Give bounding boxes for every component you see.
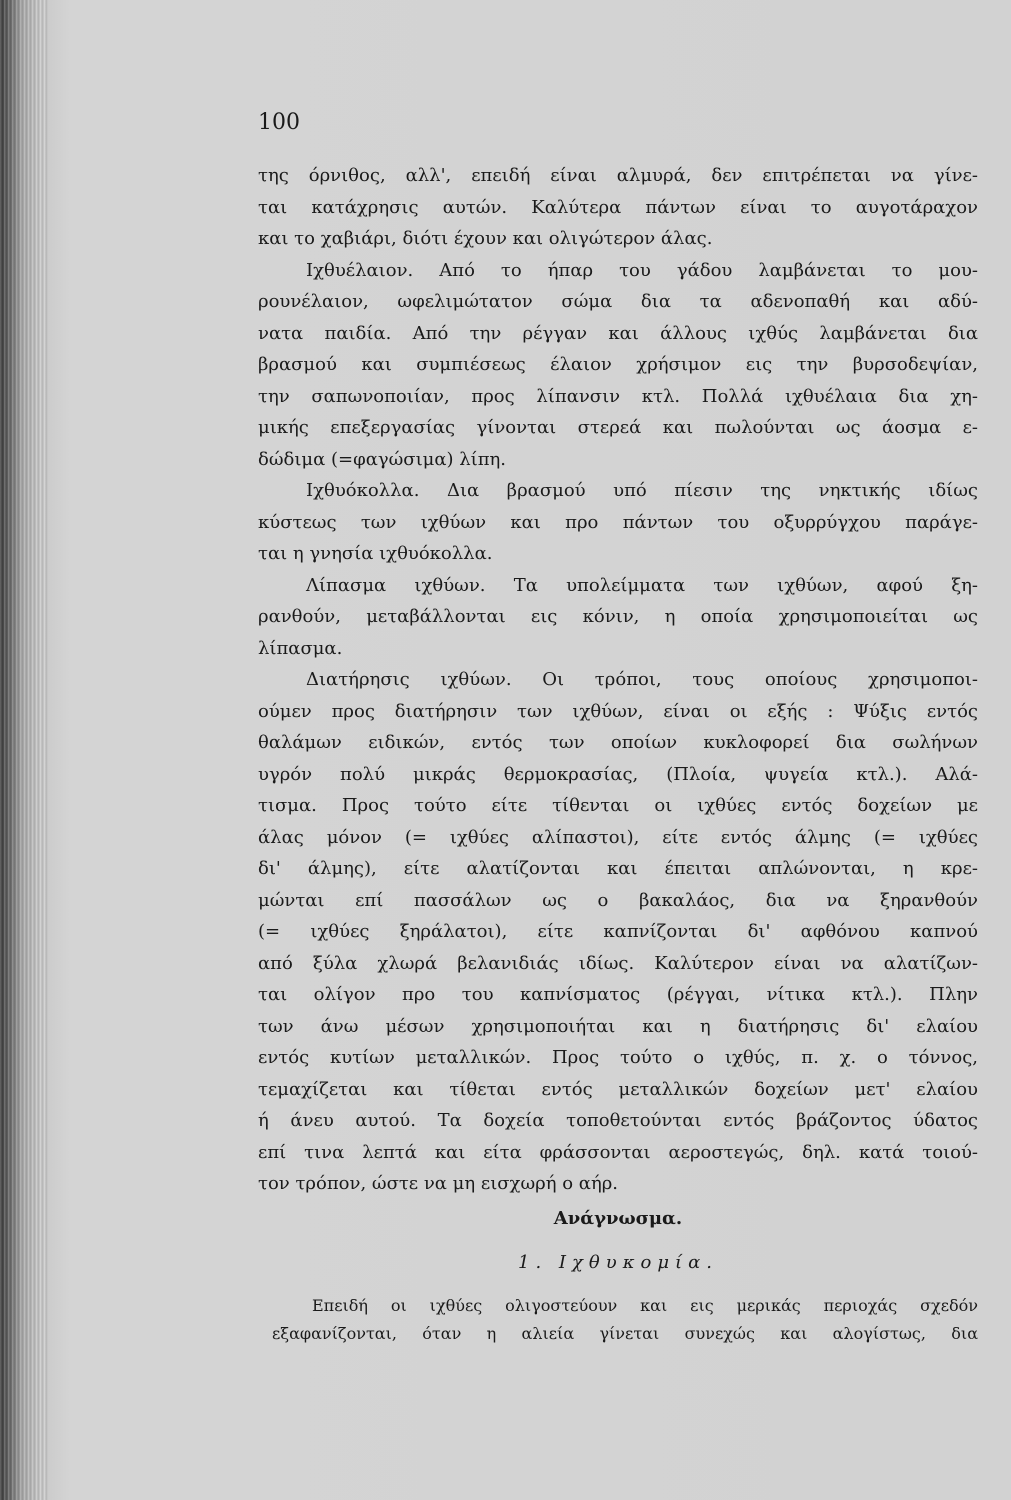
text-line: ρανθούν, μεταβάλλονται εις κόνιν, η οποία χρησιμοποιείται ως	[258, 606, 978, 627]
text-line: τεμαχίζεται και τίθεται εντός μεταλλικών δοχείων μετ' ελαίου	[258, 1078, 978, 1100]
text-line: την σαπωνοποιίαν, προς λίπανσιν κτλ. Πολλά ιχθυέλαια δια χη-	[258, 385, 978, 407]
text-line: νατα παιδία. Από την ρέγγαν και άλλους ιχθύς λαμβάνεται δια	[258, 322, 978, 344]
text-line: λίπασμα.	[258, 637, 343, 659]
text-line: θαλάμων ειδικών, εντός των οποίων κυκλοφορεί δια σωλήνων	[258, 732, 978, 753]
reading-text	[272, 1292, 978, 1348]
text-line: ται η γνησία ιχθυόκολλα.	[258, 543, 493, 564]
reading-heading: Ανάγνωσμα.	[553, 1208, 683, 1229]
text-line: άλας μόνον (= ιχθύες αλίπαστοι), είτε εντός άλμης (= ιχθύες	[258, 826, 978, 848]
main-text	[258, 160, 978, 1200]
text-line: (= ιχθύες ξηράλατοι), είτε καπνίζονται δι' αφθόνου καπνού	[258, 921, 978, 942]
text-line: ται κατάχρησις αυτών. Καλύτερα πάντων είναι το αυγοτάραχον	[258, 196, 978, 218]
text-line: δι' άλμης), είτε αλατίζονται και έπειται απλώνονται, η κρε-	[258, 858, 978, 879]
text-line: επί τινα λεπτά και είτα φράσσονται αεροστεγώς, δηλ. κατά τοιού-	[258, 1141, 978, 1163]
text-line: Ιχθυόκολλα. Δια βρασμού υπό πίεσιν της νηκτικής ιδίως	[306, 480, 978, 501]
text-line: μώνται επί πασσάλων ως ο βακαλάος, δια να ξηρανθούν	[258, 889, 978, 911]
text-line: Λίπασμα ιχθύων. Τα υπολείμματα των ιχθύων, αφού ξη-	[306, 574, 978, 596]
section-heading: 1. Ιχθυκομία.	[518, 1252, 718, 1273]
text-line: Διατήρησις ιχθύων. Οι τρόποι, τους οποίους χρησιμοποι-	[306, 669, 978, 690]
text-line: Ιχθυέλαιον. Από το ήπαρ του γάδου λαμβάνεται το μου-	[306, 259, 978, 281]
text-line: ούμεν προς διατήρησιν των ιχθύων, είναι οι εξής : Ψύξις εντός	[258, 700, 978, 722]
text-line: κύστεως των ιχθύων και προ πάντων του οξυρρύγχου παράγε-	[258, 511, 978, 533]
reading-line: εξαφανίζονται, όταν η αλιεία γίνεται συνεχώς και αλογίστως, δια	[272, 1324, 978, 1343]
page-edge-shadow	[0, 0, 48, 1500]
text-line: υγρόν πολύ μικράς θερμοκρασίας, (Πλοία, ψυγεία κτλ.). Αλά-	[258, 763, 978, 785]
page-number: 100	[258, 110, 300, 135]
text-line: και το χαβιάρι, διότι έχουν και ολιγώτερον άλας.	[258, 228, 713, 249]
text-line: δώδιμα (=φαγώσιμα) λίπη.	[258, 448, 507, 470]
text-line: βρασμού και συμπιέσεως έλαιον χρήσιμον εις την βυρσοδεψίαν,	[258, 354, 978, 375]
text-line: τισμα. Προς τούτο είτε τίθενται οι ιχθύες εντός δοχείων με	[258, 795, 978, 816]
text-line: των άνω μέσων χρησιμοποιήται και η διατήρησις δι' ελαίου	[258, 1015, 978, 1037]
reading-line: Επειδή οι ιχθύες ολιγοστεύουν και εις μερικάς περιοχάς σχεδόν	[312, 1296, 978, 1315]
text-line: της όρνιθος, αλλ', επειδή είναι αλμυρά, δεν επιτρέπεται να γίνε-	[258, 165, 978, 186]
text-line: ή άνευ αυτού. Τα δοχεία τοποθετούνται εντός βράζοντος ύδατος	[258, 1110, 978, 1131]
text-line: μικής επεξεργασίας γίνονται στερεά και πωλούνται ως άοσμα ε-	[258, 417, 978, 438]
text-line: τον τρόπον, ώστε να μη εισχωρή ο αήρ.	[258, 1173, 619, 1194]
text-line: από ξύλα χλωρά βελανιδιάς ιδίως. Καλύτερον είναι να αλατίζων-	[258, 952, 978, 974]
text-line: ται ολίγον προ του καπνίσματος (ρέγγαι, νίτικα κτλ.). Πλην	[258, 984, 978, 1005]
text-line: ρουνέλαιον, ωφελιμώτατον σώμα δια τα αδενοπαθή και αδύ-	[258, 291, 978, 312]
text-line: εντός κυτίων μεταλλικών. Προς τούτο ο ιχθύς, π. χ. ο τόννος,	[258, 1047, 978, 1068]
